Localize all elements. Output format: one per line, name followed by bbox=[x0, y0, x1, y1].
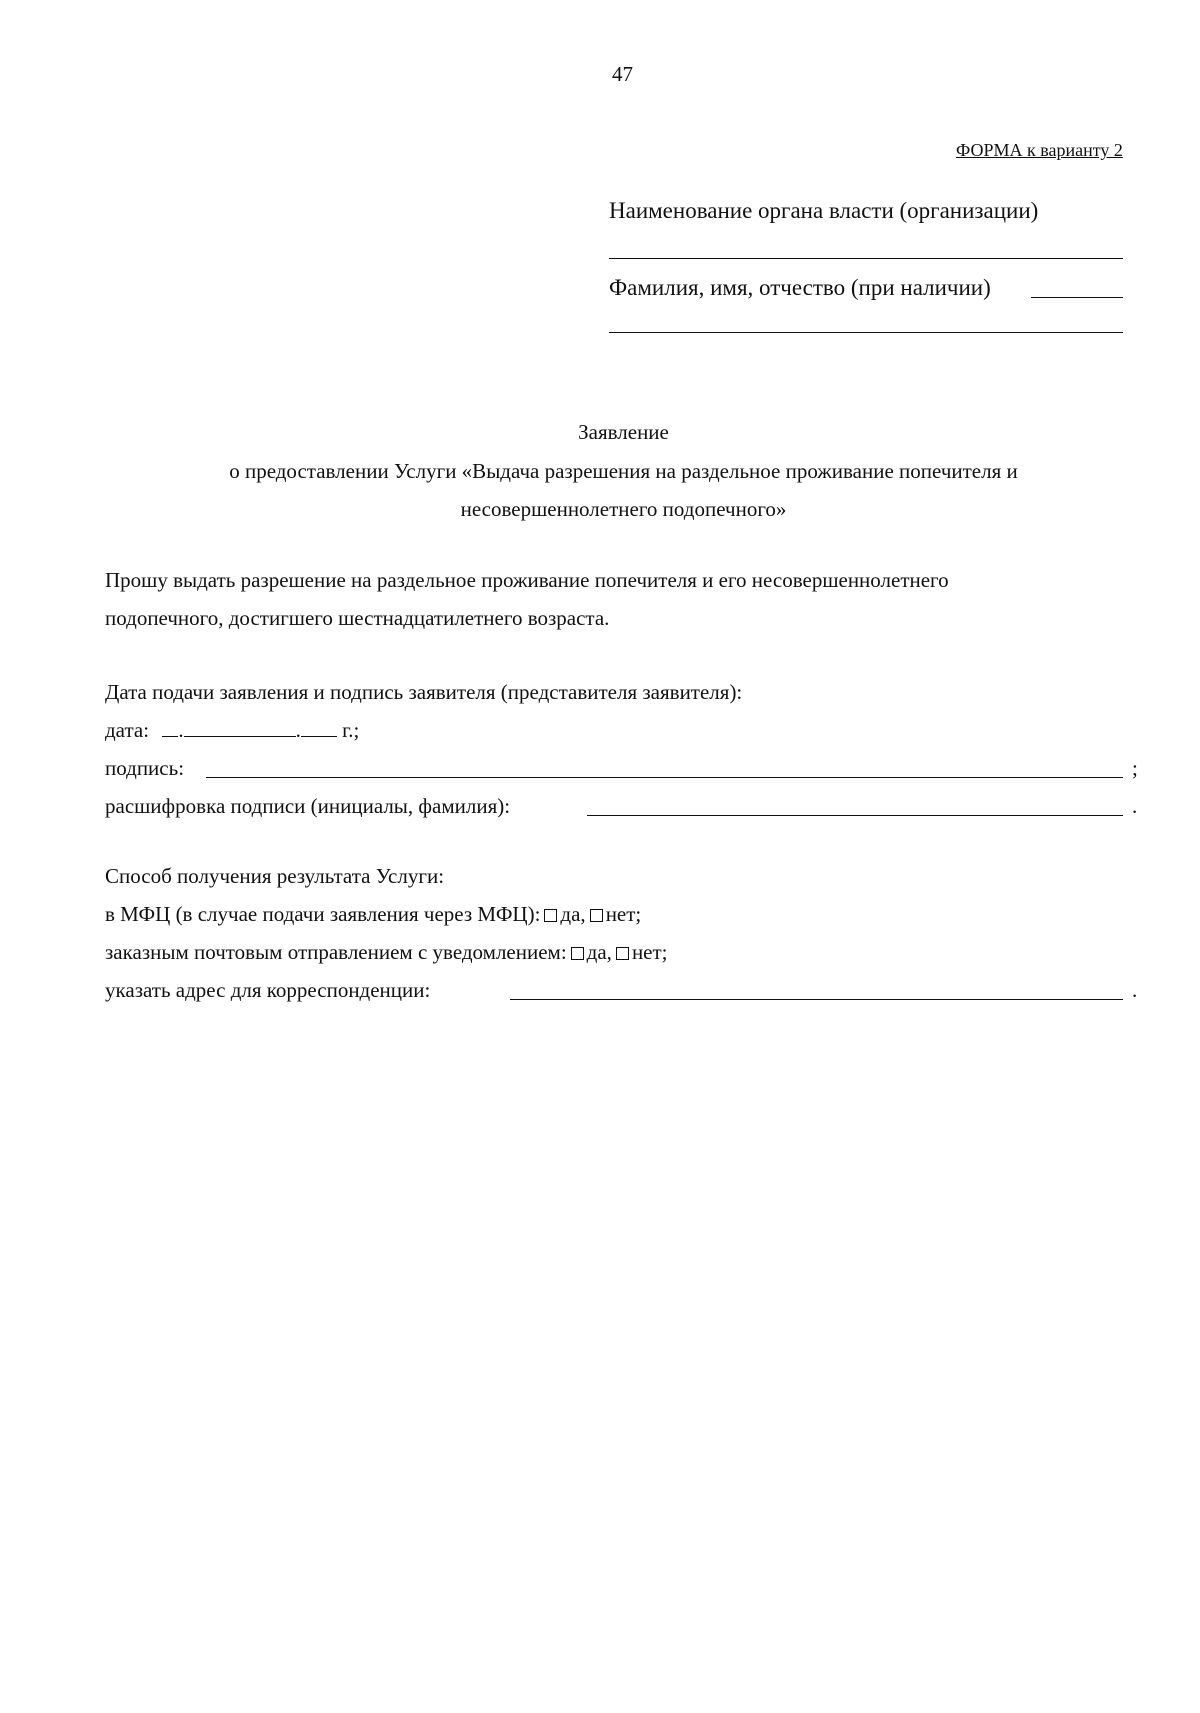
fio-label: Фамилия, имя, отчество (при наличии) bbox=[609, 275, 991, 300]
mfc-label: в МФЦ (в случае подачи заявления через МФЦ): bbox=[105, 902, 541, 926]
fio-field-line[interactable] bbox=[609, 332, 1123, 333]
mfc-yes-label: да, bbox=[560, 902, 586, 926]
authority-field-line[interactable] bbox=[609, 258, 1123, 259]
address-end-mark: . bbox=[1132, 978, 1138, 1002]
date-row bbox=[105, 720, 359, 741]
mail-no-label: нет; bbox=[631, 940, 668, 964]
fio-field-line-short[interactable] bbox=[1031, 297, 1123, 298]
date-month-field[interactable] bbox=[184, 735, 296, 737]
signature-end-mark: ; bbox=[1132, 756, 1138, 780]
mail-row bbox=[105, 942, 668, 963]
form-reference: ФОРМА к варианту 2 bbox=[956, 140, 1123, 160]
date-year-field[interactable] bbox=[301, 735, 337, 737]
request-text-line2: подопечного, достигшего шестнадцатилетнего возраста. bbox=[105, 606, 610, 630]
mfc-row bbox=[105, 904, 641, 925]
mfc-yes-checkbox[interactable] bbox=[544, 909, 557, 922]
request-text-line1: Прошу выдать разрешение на раздельное проживание попечителя и его несовершеннолетнего bbox=[105, 568, 949, 592]
date-label: дата: bbox=[105, 718, 150, 742]
authority-label: Наименование органа власти (организации) bbox=[609, 198, 1039, 223]
address-label: указать адрес для корреспонденции: bbox=[105, 978, 431, 1002]
date-separator: . bbox=[295, 718, 301, 742]
signature-decode-label: расшифровка подписи (инициалы, фамилия): bbox=[105, 794, 511, 818]
mfc-no-label: нет; bbox=[605, 902, 642, 926]
mfc-no-checkbox[interactable] bbox=[590, 909, 603, 922]
mail-no-checkbox[interactable] bbox=[616, 947, 629, 960]
mail-yes-label: да, bbox=[586, 940, 612, 964]
signature-label: подпись: bbox=[105, 756, 185, 780]
result-method-heading: Способ получения результата Услуги: bbox=[105, 864, 445, 888]
signature-decode-field[interactable] bbox=[587, 815, 1123, 816]
document-title: Заявление bbox=[578, 420, 669, 444]
mail-yes-checkbox[interactable] bbox=[571, 947, 584, 960]
signature-field[interactable] bbox=[206, 777, 1123, 778]
document-subtitle-line1: о предоставлении Услуги «Выдача разрешения на раздельное проживание попечителя и bbox=[229, 459, 1018, 483]
date-day-field[interactable] bbox=[162, 735, 178, 737]
document-subtitle-line2: несовершеннолетнего подопечного» bbox=[460, 497, 787, 521]
mail-label: заказным почтовым отправлением с уведомлением: bbox=[105, 940, 567, 964]
year-suffix: г.; bbox=[342, 718, 360, 742]
decode-end-mark: . bbox=[1132, 794, 1138, 818]
address-field[interactable] bbox=[510, 999, 1123, 1000]
signature-heading: Дата подачи заявления и подпись заявителя (представителя заявителя): bbox=[105, 680, 743, 704]
date-separator: . bbox=[178, 718, 184, 742]
page-number: 47 bbox=[612, 62, 633, 86]
